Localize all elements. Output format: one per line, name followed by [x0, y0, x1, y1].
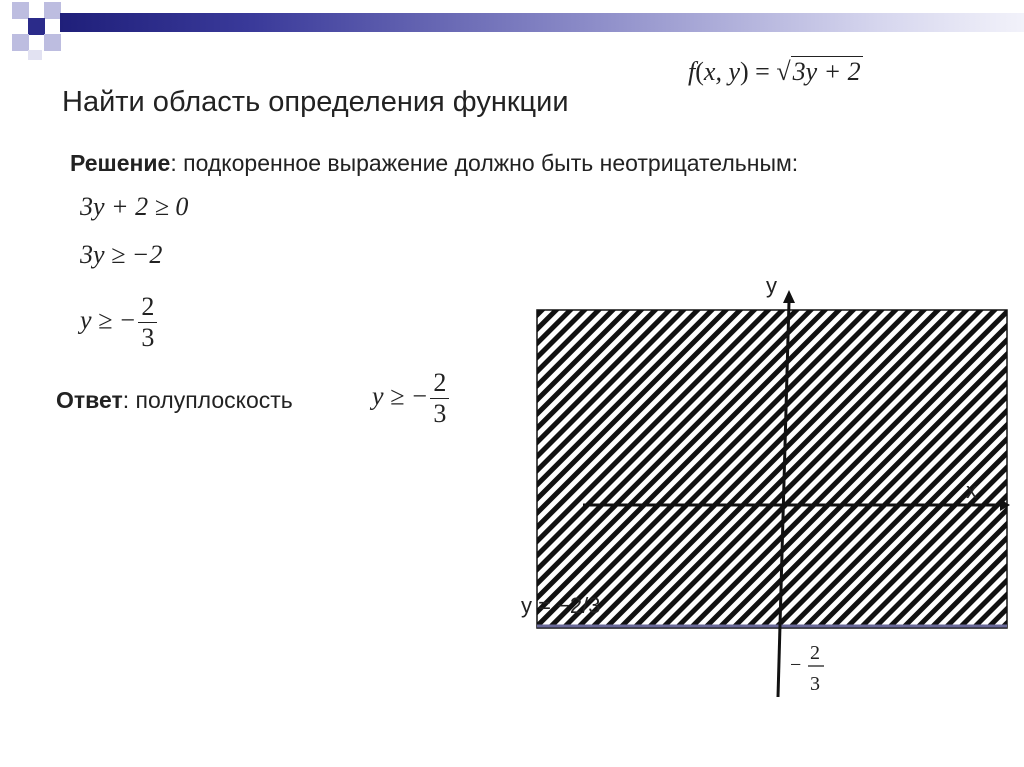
solution-line: Решение: подкоренное выражение должно быть неотрицательным:	[70, 150, 799, 176]
svg-text:2: 2	[810, 642, 820, 664]
solution-text: подкоренное выражение должно быть неотрицательным:	[183, 150, 799, 176]
page-title: Найти область определения функции	[62, 86, 569, 118]
y-axis-label: y	[766, 273, 777, 298]
svg-text:3: 3	[810, 673, 820, 695]
solution-label: Решение	[70, 150, 171, 176]
boundary-label: y = −2/3	[521, 593, 601, 618]
tick-label-minus-two-thirds	[790, 642, 824, 695]
answer-label: Ответ	[56, 387, 123, 413]
step-1: 3y + 2 ≥ 0	[80, 192, 189, 221]
y-axis-arrow	[783, 290, 795, 303]
header-bar	[60, 13, 1024, 32]
answer-line: Ответ: полуплоскость	[56, 387, 293, 413]
shaded-half-plane	[537, 310, 1007, 628]
step-2: 3y ≥ −2	[80, 240, 163, 269]
x-axis-label: x	[966, 478, 977, 503]
step-3: y ≥ − $\frac{2}{3}$	[80, 292, 157, 353]
function-formula: f(x, y) = √3y + 2	[688, 57, 861, 86]
answer-text: полуплоскость	[135, 387, 293, 413]
svg-text:−: −	[790, 654, 802, 676]
domain-graph	[500, 260, 1024, 710]
answer-formula: y ≥ − $\frac{2}{3}$	[372, 368, 449, 429]
